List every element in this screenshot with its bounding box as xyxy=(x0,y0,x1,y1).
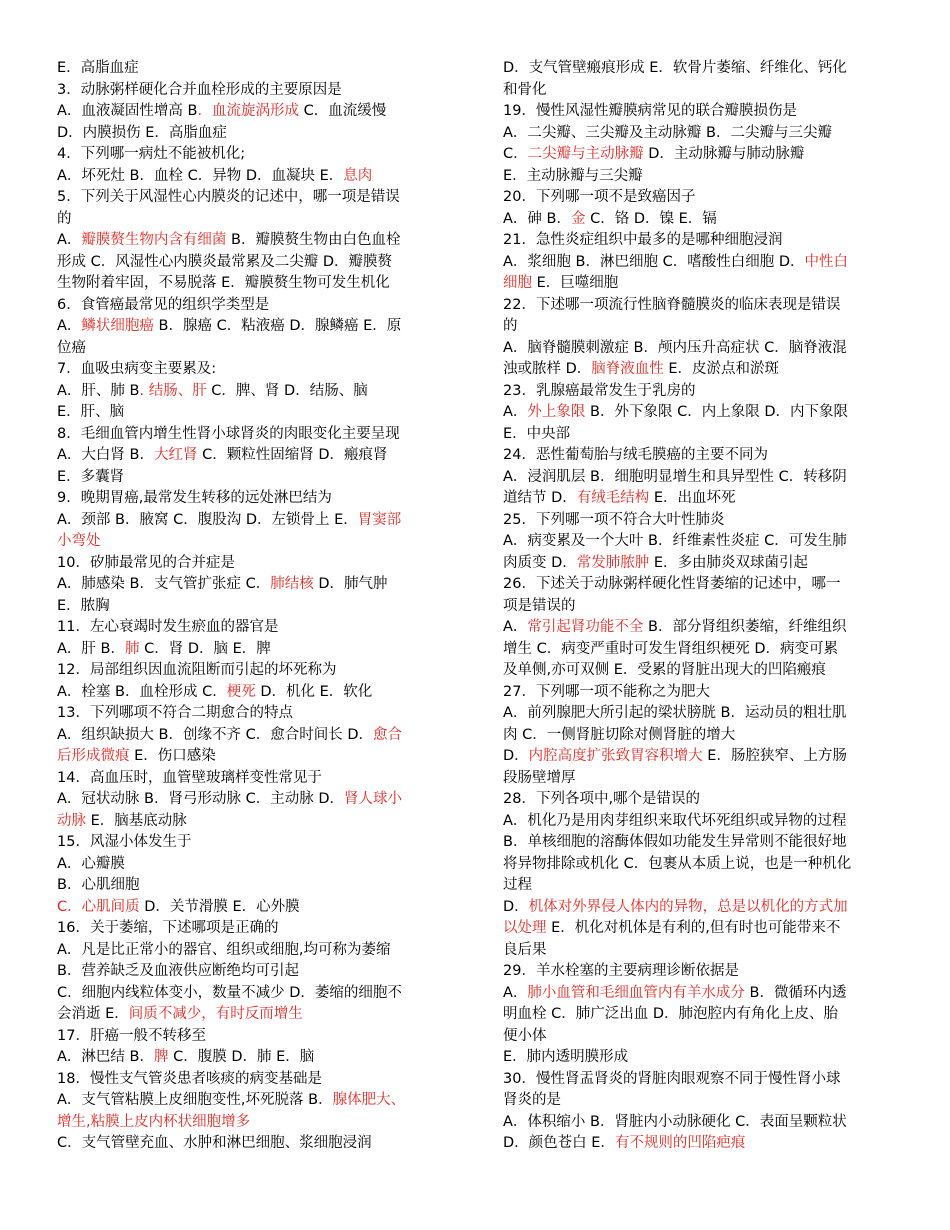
text-segment: C．血流缓慢 xyxy=(298,103,387,119)
answer-highlight: 细胞 xyxy=(503,275,532,291)
text-line xyxy=(503,789,898,811)
text-segment: A．肝、肺 B xyxy=(57,382,140,399)
text-segment: B．微循环内透 xyxy=(744,984,847,1001)
text-segment: 17．肝癌一般不转移至 xyxy=(57,1027,206,1044)
text-segment: 及单侧,亦可双侧 E．受累的肾脏出现大的凹陷瘢痕 xyxy=(503,662,826,678)
text-line xyxy=(503,187,898,209)
text-segment: B．心肌细胞 xyxy=(57,877,140,893)
text-segment: A．体积缩小 B．肾脏内小动脉硬化 C．表面呈颗粒状 xyxy=(503,1113,847,1130)
text-segment: 形成 C．风湿性心内膜炎最常累及二尖瓣 D．瓣膜赘 xyxy=(57,253,393,270)
text-segment: D．肺气肿 xyxy=(313,576,388,592)
text-segment: 8．毛细血管内增生性肾小球肾炎的肉眼变化主要呈现 xyxy=(57,425,400,442)
answer-highlight: 二尖瓣与主动脉瓣 xyxy=(527,146,644,162)
text-line xyxy=(503,209,898,231)
text-line xyxy=(57,682,449,704)
text-segment: 3．动脉粥样硬化合并血栓形成的主要原因是 xyxy=(57,81,342,98)
text-line xyxy=(503,273,898,295)
text-segment: A．病变累及一个大叶 B．纤维素性炎症 C．可发生肺 xyxy=(503,533,847,549)
text-line xyxy=(503,101,898,123)
text-line xyxy=(57,789,449,811)
text-line xyxy=(503,617,898,639)
text-segment: 24．恶性葡萄胎与绒毛膜癌的主要不同为 xyxy=(503,447,768,463)
text-segment: 16．关于萎缩，下述哪项是正确的 xyxy=(57,920,279,936)
text-line xyxy=(57,445,449,467)
answer-highlight: 脑脊液血性 xyxy=(591,361,664,377)
answer-highlight: 动脉 xyxy=(57,812,86,829)
text-line xyxy=(57,230,449,252)
text-segment: A． xyxy=(503,404,528,420)
answer-highlight: 胃窦部 xyxy=(357,511,402,528)
text-segment: A． xyxy=(57,318,82,334)
text-segment: 和骨化 xyxy=(503,81,547,98)
text-line xyxy=(503,574,898,596)
text-line xyxy=(503,1047,898,1069)
text-line xyxy=(503,746,898,768)
answer-highlight: 间质不减少，有时反而增生 xyxy=(128,1006,303,1022)
text-line xyxy=(503,660,898,682)
text-segment: 肉 C．一侧肾脏切除对侧肾脏的增大 xyxy=(503,726,736,743)
text-segment: E．肠腔狭窄、上方肠 xyxy=(702,748,847,764)
text-line xyxy=(503,768,898,790)
text-segment: A．颈部 B．腋窝 C．腹股沟 D．左锁骨上 E． xyxy=(57,511,358,528)
text-segment: 20．下列哪一项不是致癌因子 xyxy=(503,189,696,205)
text-segment: A． xyxy=(503,619,528,635)
text-line xyxy=(503,1004,898,1026)
text-line xyxy=(57,703,449,725)
text-segment: B．腺癌 C．粘液癌 D．腺鳞癌 E．原 xyxy=(153,318,402,334)
text-segment: 19．慢性风湿性瓣膜病常见的联合瓣膜损伤是 xyxy=(503,103,797,119)
text-line xyxy=(57,832,449,854)
text-segment: 14．高血压时，血管壁玻璃样变性常见于 xyxy=(57,769,322,786)
text-segment: B．瓣膜赘生物由白色血栓 xyxy=(226,232,401,248)
answer-highlight: . 结肠、肝 xyxy=(139,382,207,399)
answer-highlight: 增生,粘膜上皮内杯状细胞增多 xyxy=(57,1113,251,1130)
answer-highlight: 肺小血管和毛细血管内有羊水成分 xyxy=(527,984,745,1001)
left-column xyxy=(57,58,449,1155)
text-line xyxy=(503,897,898,919)
text-segment: 过程 xyxy=(503,877,532,893)
answer-highlight: 肾人球小 xyxy=(343,791,402,807)
text-line xyxy=(57,187,449,209)
text-segment: A．栓塞 B．血栓形成 C． xyxy=(57,683,227,700)
text-line xyxy=(503,875,898,897)
text-segment: C．腹膜 D．肺 E．脑 xyxy=(168,1049,315,1065)
text-line xyxy=(503,639,898,661)
text-segment: A．机化乃是用肉芽组织来取代坏死组织或异物的过程 xyxy=(503,812,847,829)
text-segment: 9．晚期胃癌,最常发生转移的远处淋巴结为 xyxy=(57,490,332,506)
text-line xyxy=(503,338,898,360)
text-line xyxy=(503,832,898,854)
text-segment: A． xyxy=(503,984,528,1001)
text-segment: E．脑基底动脉 xyxy=(86,812,187,829)
text-line xyxy=(57,510,449,532)
text-segment: B．部分肾组织萎缩，纤维组织 xyxy=(643,619,847,635)
text-line xyxy=(503,488,898,510)
text-segment: 12．局部组织因血流阻断而引起的坏死称为 xyxy=(57,662,337,678)
text-line xyxy=(57,1069,449,1091)
text-line xyxy=(503,703,898,725)
answer-highlight: 外上象限 xyxy=(527,404,586,420)
answer-highlight: 肺结核 xyxy=(270,576,314,592)
text-segment: 7．血吸虫病变主要累及: xyxy=(57,361,217,377)
answer-highlight: 小弯处 xyxy=(57,533,101,549)
text-line xyxy=(503,725,898,747)
text-line xyxy=(503,918,898,940)
answer-highlight: 大红肾 xyxy=(153,447,198,463)
text-segment: 道结节 D． xyxy=(503,490,577,506)
answer-highlight: 梗死 xyxy=(226,683,256,700)
text-line xyxy=(57,875,449,897)
text-segment: C． xyxy=(503,146,528,162)
text-segment: 肾炎的是 xyxy=(503,1092,561,1108)
answer-highlight: 肺 xyxy=(124,640,140,657)
text-segment: E．中央部 xyxy=(503,425,571,442)
text-segment: D． xyxy=(503,898,529,915)
text-line xyxy=(503,596,898,618)
text-line xyxy=(503,58,898,80)
text-line xyxy=(57,101,449,123)
text-line xyxy=(503,531,898,553)
text-segment: 的 xyxy=(503,318,518,334)
text-line xyxy=(57,918,449,940)
text-segment: 15．风湿小体发生于 xyxy=(57,834,192,850)
text-line xyxy=(503,983,898,1005)
text-segment: 明血栓 C．肺广泛出血 D．肺泡腔内有角化上皮、胎 xyxy=(503,1006,839,1022)
text-segment: 便小体 xyxy=(503,1027,547,1044)
text-segment: A．坏死灶 B．血栓 C．异物 D．血凝块 E． xyxy=(57,167,344,184)
text-segment: A．浆细胞 B．淋巴细胞 C．嗜酸性白细胞 D． xyxy=(503,253,805,270)
text-segment: D．内膜损伤 E．高脂血症 xyxy=(57,124,227,141)
text-line xyxy=(503,316,898,338)
text-line xyxy=(503,144,898,166)
answer-highlight: 有绒毛结构 xyxy=(576,490,650,506)
text-line xyxy=(57,338,449,360)
text-line xyxy=(57,1004,449,1026)
text-line xyxy=(57,144,449,166)
text-line xyxy=(503,811,898,833)
text-line xyxy=(503,295,898,317)
text-segment: E．肺内透明膜形成 xyxy=(503,1049,629,1065)
text-segment: C．细胞内线粒体变小，数量不减少 D．萎缩的细胞不 xyxy=(57,984,402,1001)
right-column xyxy=(503,58,898,1155)
text-line xyxy=(503,445,898,467)
text-segment: A．浸润肌层 B．细胞明显增生和具异型性 C．转移阴 xyxy=(503,468,847,485)
text-segment: 会消逝 E． xyxy=(57,1006,129,1022)
text-line xyxy=(503,1133,898,1155)
text-line xyxy=(57,1047,449,1069)
text-segment: A．砷 B． xyxy=(503,210,571,227)
text-line xyxy=(57,531,449,553)
text-segment: 18．慢性支气管炎患者咳痰的病变基础是 xyxy=(57,1070,322,1087)
text-line xyxy=(57,940,449,962)
answer-highlight: 以处理 xyxy=(503,920,547,936)
text-line xyxy=(503,854,898,876)
text-line xyxy=(503,940,898,962)
text-line xyxy=(503,424,898,446)
text-line xyxy=(57,1026,449,1048)
text-segment: D．关节滑膜 E．心外膜 xyxy=(139,898,300,915)
text-segment: 5．下列关于风湿性心内膜炎的记述中，哪一项是错误 xyxy=(57,189,400,205)
text-line xyxy=(57,897,449,919)
answer-highlight: 金 xyxy=(570,210,586,227)
text-segment: E．多囊肾 xyxy=(57,468,125,485)
text-segment: A．前列腺肥大所引起的梁状膀胱 B．运动员的粗壮肌 xyxy=(503,705,847,721)
text-segment: 项是错误的 xyxy=(503,597,576,614)
text-line xyxy=(503,467,898,489)
answer-highlight: ．血流旋涡形成 xyxy=(197,103,299,119)
text-segment: A．二尖瓣、三尖瓣及主动脉瓣 B．二尖瓣与三尖瓣 xyxy=(503,124,832,141)
text-line xyxy=(57,596,449,618)
text-segment: E．肝、脑 xyxy=(57,404,125,420)
text-line xyxy=(503,252,898,274)
text-line xyxy=(57,58,449,80)
text-line xyxy=(57,553,449,575)
text-line xyxy=(57,166,449,188)
text-line xyxy=(503,402,898,424)
text-segment: E．脓胸 xyxy=(57,597,110,614)
text-segment: D．机化 E．软化 xyxy=(255,683,373,700)
text-line xyxy=(57,811,449,833)
text-segment: E．皮淤点和淤斑 xyxy=(663,361,780,377)
text-segment: E．多由肺炎双球菌引起 xyxy=(649,554,809,571)
text-line xyxy=(57,359,449,381)
text-segment: 浊或脓样 D． xyxy=(503,361,592,377)
text-line xyxy=(57,746,449,768)
text-segment: A．肝 B． xyxy=(57,640,125,657)
text-segment: 22．下述哪一项流行性脑脊髓膜炎的临床表现是错误 xyxy=(503,296,841,313)
answer-highlight: 中性白 xyxy=(804,253,848,270)
text-segment: A． xyxy=(57,232,82,248)
text-segment: 13．下列哪项不符合二期愈合的特点 xyxy=(57,705,293,721)
text-segment: C．颗粒性固缩肾 D．瘢痕肾 xyxy=(197,447,388,463)
text-segment: 30．慢性肾盂肾炎的肾脏肉眼观察不同于慢性肾小球 xyxy=(503,1070,841,1087)
text-segment: 将异物排除或机化 C．包裹从本质上说，也是一种机化 xyxy=(503,855,852,872)
text-line xyxy=(503,381,898,403)
text-segment: D．支气管壁瘢痕形成 E．软骨片萎缩、纤维化、钙化 xyxy=(503,60,847,76)
text-segment: E．巨噬细胞 xyxy=(532,275,619,291)
answer-highlight: C．心肌间质 xyxy=(57,898,140,915)
text-line xyxy=(57,123,449,145)
text-line xyxy=(503,230,898,252)
answer-highlight: 有不规则的凹陷疤痕 xyxy=(614,1135,746,1151)
text-segment: 26．下述关于动脉粥样硬化性肾萎缩的记述中，哪一 xyxy=(503,576,841,592)
text-segment: E．出血坏死 xyxy=(649,490,736,506)
text-line xyxy=(57,961,449,983)
text-line xyxy=(57,1133,449,1155)
text-line xyxy=(503,1090,898,1112)
text-segment: A．大白肾 B． xyxy=(57,447,154,463)
text-segment: 28．下列各项中,哪个是错误的 xyxy=(503,791,701,807)
text-segment: 29．羊水栓塞的主要病理诊断依据是 xyxy=(503,963,739,979)
text-segment: E．高脂血症 xyxy=(57,60,139,76)
text-line xyxy=(57,209,449,231)
answer-highlight: 腺体肥大、 xyxy=(332,1092,406,1108)
text-segment: B．外下象限 C．内上象限 D．内下象限 xyxy=(585,404,848,420)
text-line xyxy=(57,854,449,876)
answer-highlight: 机体对外界侵人体内的异物，总是以机化的方式加 xyxy=(528,898,848,915)
text-line xyxy=(503,166,898,188)
text-segment: 21．急性炎症组织中最多的是哪种细胞浸润 xyxy=(503,232,783,248)
text-segment: 增生 C．病变严重时可发生肾组织梗死 D．病变可累 xyxy=(503,640,839,657)
text-segment: 的 xyxy=(57,210,72,227)
text-segment: 良后果 xyxy=(503,941,547,958)
text-segment: E．机化对机体是有利的,但有时也可能带来不 xyxy=(546,920,841,936)
text-segment: B．营养缺乏及血液供应断绝均可引起 xyxy=(57,963,299,979)
text-line xyxy=(57,1090,449,1112)
text-segment: 肉质变 D． xyxy=(503,554,577,571)
text-segment: A．组织缺损大 B．创缘不齐 C．愈合时间长 D． xyxy=(57,726,373,743)
text-line xyxy=(503,553,898,575)
text-segment: A．凡是比正常小的器官、组织或细胞,均可称为萎缩 xyxy=(57,941,391,958)
answer-highlight: 内腔高度扩张致胃容积增大 xyxy=(528,748,703,764)
text-line xyxy=(57,80,449,102)
text-segment: C．肾 D．脑 E．脾 xyxy=(139,640,271,657)
text-segment: 生物附着牢固，不易脱落 E．瓣膜赘生物可发生机化 xyxy=(57,275,390,291)
text-segment: C．脾、肾 D．结肠、脑 xyxy=(206,382,368,399)
text-line xyxy=(57,402,449,424)
text-line xyxy=(503,80,898,102)
text-line xyxy=(57,295,449,317)
text-segment: 27．下列哪一项不能称之为肥大 xyxy=(503,683,710,700)
text-line xyxy=(57,639,449,661)
text-line xyxy=(503,961,898,983)
text-line xyxy=(57,381,449,403)
text-line xyxy=(503,359,898,381)
text-segment: A．冠状动脉 B．肾弓形动脉 C．主动脉 D． xyxy=(57,791,344,807)
text-segment: A．淋巴结 B． xyxy=(57,1049,154,1065)
text-segment: A．肺感染 B．支气管扩张症 C． xyxy=(57,576,271,592)
answer-highlight: 后形成微痕 xyxy=(57,748,130,764)
text-segment: D．颜色苍白 E． xyxy=(503,1135,615,1151)
text-segment: D．主动脉瓣与肺动脉瓣 xyxy=(643,146,805,162)
answer-highlight: 常发肺脓肿 xyxy=(576,554,650,571)
text-line xyxy=(57,983,449,1005)
text-line xyxy=(503,682,898,704)
text-segment: 4．下列哪一病灶不能被机化; xyxy=(57,146,246,162)
text-segment: E．伤口感染 xyxy=(129,748,216,764)
text-line xyxy=(57,1112,449,1134)
text-line xyxy=(57,574,449,596)
text-segment: 10．矽肺最常见的合并症是 xyxy=(57,554,235,571)
text-line xyxy=(57,617,449,639)
text-segment: A．支气管粘膜上皮细胞变性,坏死脱落 B． xyxy=(57,1092,333,1108)
answer-highlight: 常引起肾功能不全 xyxy=(527,619,644,635)
text-line xyxy=(503,1069,898,1091)
text-segment: A．心瓣膜 xyxy=(57,855,125,872)
text-line xyxy=(57,252,449,274)
text-line xyxy=(503,123,898,145)
text-segment: 位癌 xyxy=(57,339,86,356)
text-line xyxy=(57,273,449,295)
text-line xyxy=(57,725,449,747)
text-line xyxy=(503,1112,898,1134)
text-segment: 25．下列哪一项不符合大叶性肺炎 xyxy=(503,511,725,528)
text-segment: B．单核细胞的溶酶体假如功能发生异常则不能很好地 xyxy=(503,834,847,850)
text-line xyxy=(503,1026,898,1048)
text-line xyxy=(503,510,898,532)
text-segment: A．血液凝固性增高 B xyxy=(57,103,198,119)
text-segment: 6．食管癌最常见的组织学类型是 xyxy=(57,296,270,313)
text-segment: 23．乳腺癌最常发生于乳房的 xyxy=(503,382,696,399)
text-segment: C．铬 D．镍 E．镉 xyxy=(585,210,717,227)
text-segment: D． xyxy=(503,748,529,764)
text-line xyxy=(57,768,449,790)
text-line xyxy=(57,660,449,682)
text-segment: 11．左心衰竭时发生瘀血的器官是 xyxy=(57,619,279,635)
text-segment: 段肠壁增厚 xyxy=(503,769,576,786)
answer-highlight: 鳞状细胞癌 xyxy=(81,318,154,334)
text-line xyxy=(57,424,449,446)
answer-highlight: 瓣膜赘生物内含有细菌 xyxy=(81,232,227,248)
answer-highlight: 息肉 xyxy=(343,167,373,184)
text-line xyxy=(57,488,449,510)
text-line xyxy=(57,467,449,489)
text-segment: E．主动脉瓣与三尖瓣 xyxy=(503,167,643,184)
text-segment: A．脑脊髓膜刺激症 B．颅内压升高症状 C．脑脊液混 xyxy=(503,339,847,356)
answer-highlight: 愈合 xyxy=(372,726,402,743)
text-segment: C．支气管壁充血、水肿和淋巴细胞、浆细胞浸润 xyxy=(57,1135,372,1151)
text-line xyxy=(57,316,449,338)
answer-highlight: 脾 xyxy=(153,1049,169,1065)
